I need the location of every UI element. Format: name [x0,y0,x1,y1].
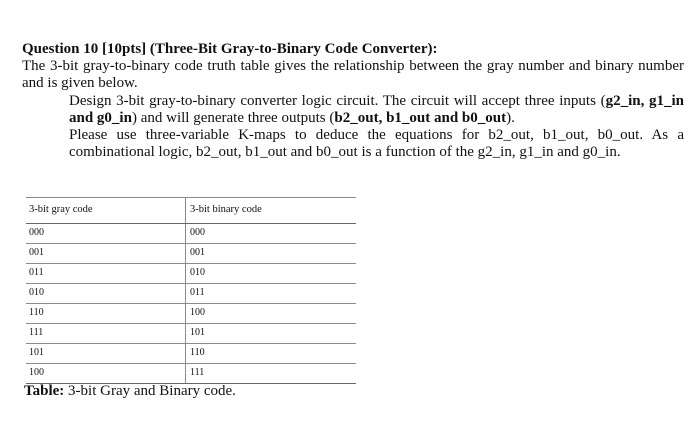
binary-cell: 001 [186,244,357,264]
gray-cell: 101 [26,344,186,364]
table-row [26,324,356,344]
task-text-c: ). [506,110,515,126]
gray-cell: 110 [26,304,186,324]
caption-text: 3-bit Gray and Binary code. [64,383,236,399]
gray-cell: 100 [26,364,186,384]
gray-cell: 010 [26,284,186,304]
binary-cell: 010 [186,264,357,284]
gray-cell: 011 [26,264,186,284]
table-caption [24,383,236,400]
table-row [26,264,356,284]
table-row [26,244,356,264]
caption-label: Table: [24,383,65,399]
binary-cell: 101 [186,324,357,344]
table-header-row [26,198,356,224]
binary-cell: 100 [186,304,357,324]
header-gray-code: 3-bit gray code [26,198,186,224]
gray-cell: 001 [26,244,186,264]
task-paragraph-kmaps: Please use three-variable K-maps to deduce the equations for b2_out, b1_out, b0_out. As a combinational logic, b2_out, b1_out and b0_out is a function of the g2_in, g1_in and g0_in. [69,127,684,160]
table-row [26,224,356,244]
binary-cell: 000 [186,224,357,244]
binary-cell: 011 [186,284,357,304]
task-paragraph-design [69,93,684,127]
intro-line-2: and is given below. [22,75,138,91]
binary-cell: 110 [186,344,357,364]
table-row [26,344,356,364]
binary-cell: 111 [186,364,357,384]
table-row [26,364,356,384]
task-description [69,93,684,161]
task-text-b: ) and will generate three outputs ( [131,110,335,126]
task-text-a: Design 3-bit gray-to-binary converter logic circuit. The circuit will accept three inputs ( [69,93,606,109]
gray-cell: 111 [26,324,186,344]
table-row [26,304,356,324]
gray-binary-table [26,197,356,384]
header-binary-code: 3-bit binary code [186,198,357,224]
intro-line-1: The 3-bit gray-to-binary code truth table gives the relationship between the gray number and binary number [22,58,684,74]
gray-cell: 000 [26,224,186,244]
question-title: Question 10 [10pts] (Three-Bit Gray-to-Binary Code Converter): [22,41,438,57]
task-inputs: g2_in, g1_in and g0_in [69,93,684,126]
table-row [26,284,356,304]
question-intro [22,58,684,92]
task-outputs: b2_out, b1_out and b0_out [334,110,507,126]
